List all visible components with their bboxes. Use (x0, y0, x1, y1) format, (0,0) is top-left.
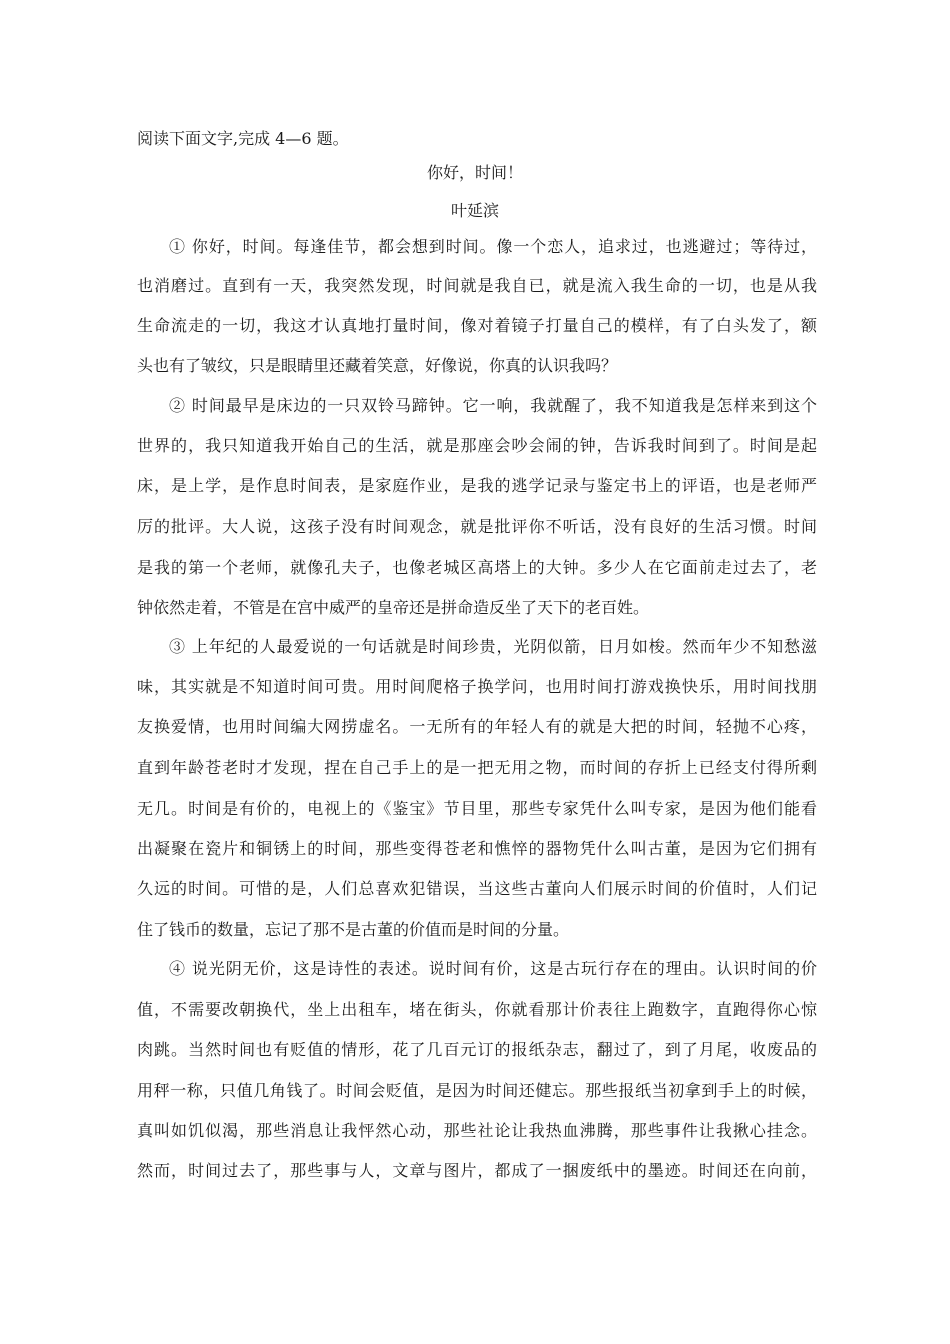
paragraph-2-line: 床，是上学，是作息时间表，是家庭作业，是我的逃学记录与鉴定书上的评语，也是老师严 (137, 476, 817, 495)
paragraph-4-line: 用秤一称，只值几角钱了。时间会贬值，是因为时间还健忘。那些报纸当初拿到手上的时候， (137, 1081, 817, 1100)
paragraph-3-line: 友换爱情，也用时间编大网捞虚名。一无所有的年轻人有的就是大把的时间，轻抛不心疼， (137, 717, 817, 736)
paragraph-1-line: 也消磨过。直到有一天，我突然发现，时间就是我自已，就是流入我生命的一切，也是从我 (137, 276, 817, 295)
paragraph-2-line: 是我的第一个老师，就像孔夫子，也像老城区高塔上的大钟。多少人在它面前走过去了，老 (137, 558, 817, 577)
paragraph-1-line: 生命流走的一切，我这才认真地打量时间，像对着镜子打量自己的模样，有了白头发了，额 (137, 316, 817, 335)
paragraph-2-line: ② 时间最早是床边的一只双铃马蹄钟。它一响，我就醒了，我不知道我是怎样来到这个 (169, 396, 817, 415)
paragraph-4-line: ④ 说光阴无价，这是诗性的表述。说时间有价，这是古玩行存在的理由。认识时间的价 (169, 959, 817, 978)
article-title: 你好，时间！ (426, 163, 523, 182)
paragraph-2-line: 世界的，我只知道我开始自己的生活，就是那座会吵会闹的钟，告诉我时间到了。时间是起 (137, 436, 817, 455)
paragraph-3-line: 久远的时间。可惜的是，人们总喜欢犯错误，当这些古董向人们展示时间的价值时，人们记 (137, 879, 817, 898)
paragraph-2-line: 厉的批评。大人说，这孩子没有时间观念，就是批评你不听话，没有良好的生活习惯。时间 (137, 517, 817, 536)
paragraph-3-line: ③ 上年纪的人最爱说的一句话就是时间珍贵，光阴似箭，日月如梭。然而年少不知愁滋 (169, 637, 817, 656)
reading-instruction: 阅读下面文字,完成 4—6 题。 (137, 129, 349, 148)
paragraph-1-line: 头也有了皱纹，只是眼睛里还藏着笑意，好像说，你真的认识我吗？ (137, 356, 618, 375)
article-author: 叶延滨 (450, 201, 499, 220)
paragraph-4-line: 真叫如饥似渴，那些消息让我怦然心动，那些社论让我热血沸腾，那些事件让我揪心挂念。 (137, 1121, 817, 1140)
paragraph-3-line: 出凝聚在瓷片和铜锈上的时间，那些变得苍老和憔悴的器物凭什么叫古董，是因为它们拥有 (137, 839, 817, 858)
paragraph-4-line: 然而，时间过去了，那些事与人，文章与图片，都成了一捆废纸中的墨迹。时间还在向前， (137, 1161, 817, 1180)
paragraph-3-line: 直到年龄苍老时才发现，捏在自己手上的是一把无用之物，而时间的存折上已经支付得所剩 (137, 758, 817, 777)
paragraph-1-line: ① 你好，时间。每逢佳节，都会想到时间。像一个恋人，追求过，也逃避过；等待过， (169, 237, 817, 256)
paragraph-4-line: 肉跳。当然时间也有贬值的情形，花了几百元订的报纸杂志，翻过了，到了月尾，收废品的 (137, 1040, 817, 1059)
paragraph-3-line: 住了钱币的数量，忘记了那不是古董的价值而是时间的分量。 (137, 920, 570, 939)
paragraph-3-line: 无几。时间是有价的，电视上的《鉴宝》节目里，那些专家凭什么叫专家，是因为他们能看 (137, 799, 817, 818)
paragraph-4-line: 值，不需要改朝换代，坐上出租车，堵在街头，你就看那计价表往上跑数字，直跑得你心惊 (137, 1000, 817, 1019)
paragraph-3-line: 味，其实就是不知道时间可贵。用时间爬格子换学问，也用时间打游戏换快乐，用时间找朋 (137, 677, 817, 696)
paragraph-2-line: 钟依然走着，不管是在宫中威严的皇帝还是拼命造反坐了天下的老百姓。 (137, 598, 650, 617)
